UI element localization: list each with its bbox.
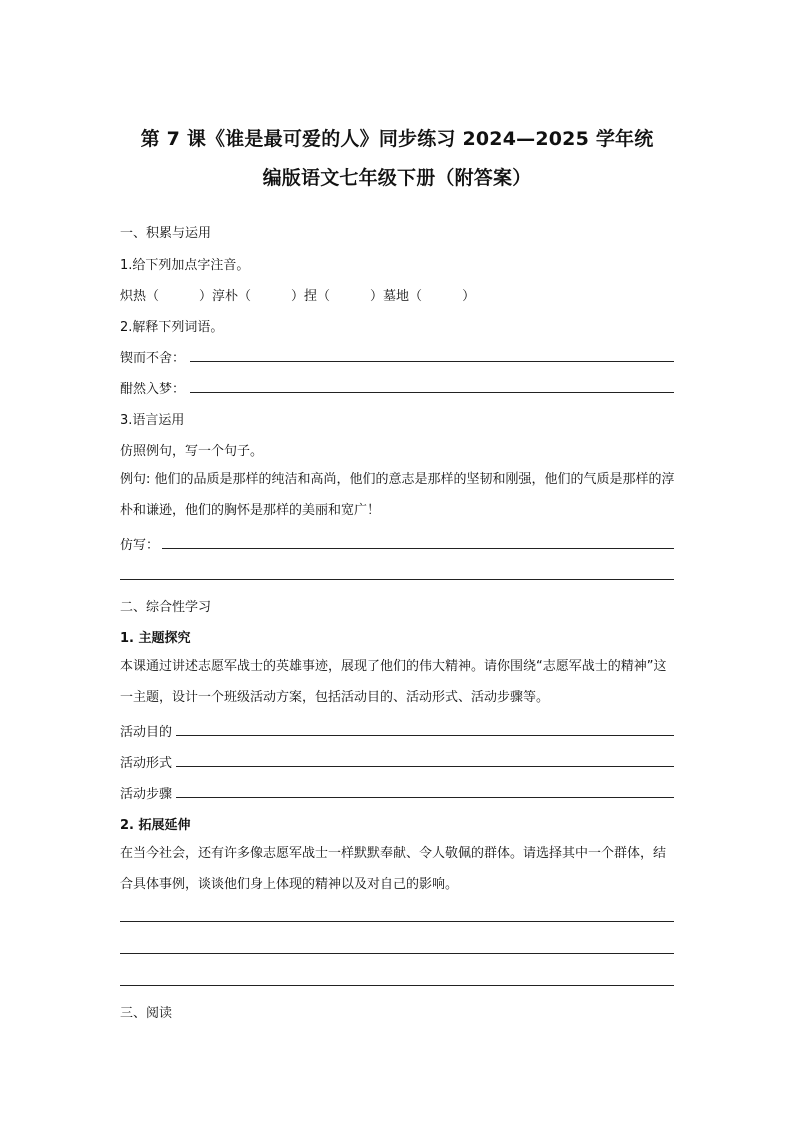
q1-item-2: ）淳朴（ [199, 289, 252, 304]
q1-item-4: ）墓地（ [370, 289, 423, 304]
q3-answer-label: 仿写： [120, 538, 160, 553]
q1-prompt: 1.给下列加点字注音。 [120, 258, 250, 273]
field-purpose-label: 活动目的 [120, 725, 173, 740]
q2-prompt: 2.解释下列词语。 [120, 320, 224, 335]
sub1-title: 1. 主题探究 [120, 631, 191, 646]
sub2-text: 在当今社会，还有许多像志愿军战士一样默默奉献、令人敬佩的群体。请选择其中一个群体，结合具体事例，谈谈他们身上体现的精神以及对自己的影响。 [120, 846, 667, 892]
sub2-answer-line-2[interactable] [120, 953, 674, 954]
title-line-1: 第 7 课《谁是最可爱的人》同步练习 2024—2025 学年统 [140, 128, 654, 150]
sub2-title: 2. 拓展延伸 [120, 818, 191, 833]
q1-item-5: ） [462, 289, 476, 304]
field-steps-label: 活动步骤 [120, 787, 173, 802]
field-purpose-line[interactable] [176, 735, 674, 736]
sub1-text: 本课通过讲述志愿军战士的英雄事迹，展现了他们的伟大精神。请你围绕“志愿军战士的精神”这一主题，设计一个班级活动方案，包括活动目的、活动形式、活动步骤等。 [120, 659, 667, 705]
q1-item-1: 炽热（ [120, 289, 160, 304]
q3-answer-line-1[interactable] [162, 548, 674, 549]
section-2-heading: 二、综合性学习 [120, 600, 212, 615]
q3-instruction: 仿照例句，写一个句子。 [120, 444, 264, 459]
sub2-answer-line-1[interactable] [120, 921, 674, 922]
q3-prompt: 3.语言运用 [120, 413, 185, 428]
q2-answer-line-1[interactable] [190, 361, 674, 362]
q2-term-2: 酣然入梦： [120, 382, 186, 397]
field-form-line[interactable] [176, 766, 674, 767]
sub2-answer-line-3[interactable] [120, 985, 674, 986]
q1-item-3: ）捏（ [291, 289, 331, 304]
q2-answer-line-2[interactable] [190, 392, 674, 393]
q2-term-1: 锲而不舍： [120, 351, 186, 366]
section-1-heading: 一、积累与运用 [120, 226, 212, 241]
field-steps-line[interactable] [176, 797, 674, 798]
q3-answer-line-2[interactable] [120, 579, 674, 580]
q3-example: 例句: 他们的品质是那样的纯洁和高尚，他们的意志是那样的坚韧和刚强，他们的气质是那样的淳朴和谦逊，他们的胸怀是那样的美丽和宽广！ [120, 472, 675, 518]
field-form-label: 活动形式 [120, 756, 173, 771]
title-line-2: 编版语文七年级下册（附答案） [262, 167, 532, 189]
q1-pinyin-row [120, 285, 475, 304]
section-3-heading: 三、阅读 [120, 1006, 173, 1021]
